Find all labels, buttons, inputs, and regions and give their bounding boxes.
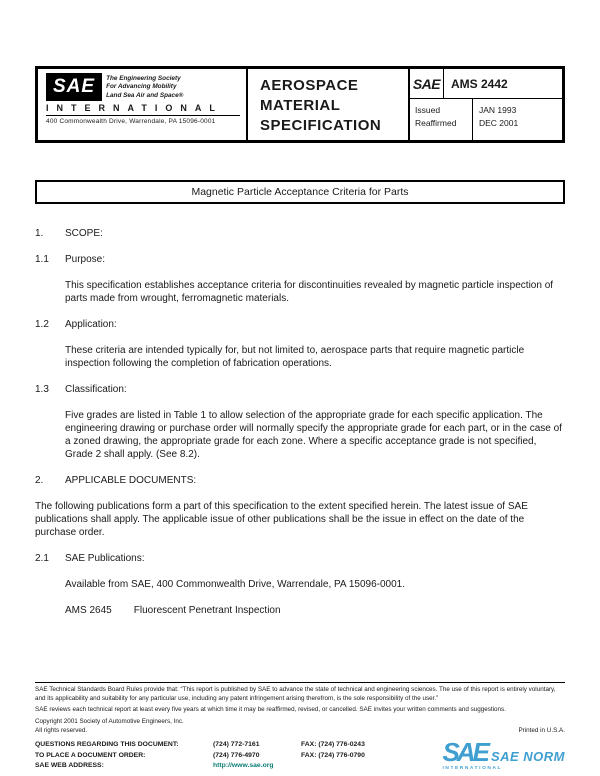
section-label: Application: — [65, 319, 117, 330]
section-number: 1.2 — [35, 319, 49, 330]
section-number: 1.1 — [35, 254, 49, 265]
sae-norm-label: SAE NORM — [490, 749, 565, 764]
document-id-block — [410, 69, 562, 140]
tagline-line: For Advancing Mobility — [106, 83, 177, 91]
sae-logo-row — [46, 73, 240, 101]
contact-label: SAE WEB ADDRESS: — [35, 761, 104, 769]
section-label: APPLICABLE DOCUMENTS: — [65, 475, 197, 486]
contact-phone: (724) 776-4970 — [213, 751, 260, 759]
rights-row — [35, 727, 565, 735]
legal-notice: SAE Technical Standards Board Rules provide that: “This report is published by SAE to advance the state of technical and engineering sciences. The use of this report is entirely voluntary, and its applicability and suitability for any particular use, including any patent infringement arising therefrom, is the sole responsibility of the user.” — [35, 686, 556, 702]
date-labels — [410, 99, 472, 140]
doc-type-line: AEROSPACE — [260, 77, 359, 94]
rights-line: All rights reserved. — [35, 727, 88, 735]
contact-label: QUESTIONS REGARDING THIS DOCUMENT: — [35, 741, 179, 749]
masthead-divider — [46, 115, 240, 116]
review-notice: SAE reviews each technical report at least every five years at which time it may be reaffirmed, revised, or cancelled. SAE invites your written comments and suggestions. — [35, 706, 506, 714]
contact-label: TO PLACE A DOCUMENT ORDER: — [35, 751, 146, 759]
section-label: Classification: — [65, 384, 127, 395]
footer-divider — [35, 682, 565, 683]
tagline-line: Land Sea Air and Space® — [106, 91, 184, 99]
sae-norm-logo — [442, 739, 565, 771]
sae-tagline — [106, 73, 183, 100]
reaffirmed-label: Reaffirmed — [415, 118, 457, 128]
international-label: INTERNATIONAL — [46, 103, 223, 113]
sae-norm-subtext: INTERNATIONAL — [442, 766, 503, 771]
section-number: 2. — [35, 475, 44, 486]
section-heading — [35, 318, 565, 331]
reference-code: AMS 2645 — [65, 605, 112, 616]
document-body — [35, 227, 565, 617]
sae-logo: SAE — [46, 73, 102, 101]
reference-title: Fluorescent Penetrant Inspection — [133, 605, 281, 616]
paragraph: Available from SAE, 400 Commonwealth Drive, Warrendale, PA 15096-0001. — [65, 579, 405, 590]
issued-label: Issued — [415, 105, 441, 115]
section-heading — [35, 253, 565, 266]
section-number: 2.1 — [35, 553, 49, 564]
reference-row — [65, 604, 565, 617]
paragraph: These criteria are intended typically for, but not limited to, aerospace parts that require magnetic particle inspection following the completion of fabrication operations. — [65, 345, 525, 369]
date-values — [472, 99, 562, 140]
paragraph: Five grades are listed in Table 1 to allow selection of the appropriate grade for each specific application. The engineering drawing or purchase order will normally specify the appropriate grade for each part, or in the case of a zoned drawing, the appropriate grade for each zone. Where a specific acceptance grade is not specified, Grade 2 shall apply. (See 8.2). — [65, 410, 562, 460]
sae-web-address: http://www.sae.org — [213, 761, 274, 769]
section-heading — [35, 552, 565, 565]
contact-fax: FAX: (724) 776-0243 — [301, 741, 365, 749]
document-content — [35, 66, 565, 630]
sae-address: 400 Commonwealth Drive, Warrendale, PA 15096-0001 — [46, 118, 216, 125]
sae-norm-logo-main — [442, 739, 565, 765]
section-heading — [35, 474, 565, 487]
document-number-row — [410, 69, 562, 99]
section-heading — [35, 227, 565, 240]
document-number: AMS 2442 — [451, 76, 508, 91]
doc-type-line: SPECIFICATION — [260, 117, 382, 134]
section-label: SCOPE: — [65, 228, 103, 239]
section-label: Purpose: — [65, 254, 106, 265]
document-type-title — [248, 69, 410, 140]
paragraph: This specification establishes acceptance criteria for discontinuities revealed by magnetic particle inspection of parts made from wrought, ferromagnetic materials. — [65, 280, 554, 304]
sae-masthead — [38, 69, 248, 140]
section-number: 1.3 — [35, 384, 49, 395]
paragraph: The following publications form a part of this specification to the extent specified herein. The latest issue of SAE publications shall apply. The applicable issue of other publications shall be the issue in effect on the date of the purchase order. — [35, 501, 528, 538]
document-title: Magnetic Particle Acceptance Criteria for Parts — [35, 180, 565, 204]
doc-type-line: MATERIAL — [260, 97, 341, 114]
document-header — [35, 66, 565, 143]
contact-phone: (724) 772-7161 — [213, 741, 260, 749]
sae-norm-glyph-icon: SAE — [442, 737, 487, 767]
sae-glyph-icon: SAE — [410, 69, 444, 98]
page-footer — [35, 682, 565, 771]
contact-fax: FAX: (724) 776-0790 — [301, 751, 365, 759]
reaffirmed-date: DEC 2001 — [479, 118, 519, 128]
section-heading — [35, 383, 565, 396]
issued-date: JAN 1993 — [479, 105, 517, 115]
tagline-line: The Engineering Society — [106, 75, 181, 82]
section-label: SAE Publications: — [65, 553, 145, 564]
section-number: 1. — [35, 228, 44, 239]
printed-line: Printed in U.S.A. — [518, 727, 565, 735]
copyright-line: Copyright 2001 Society of Automotive Engineers, Inc. — [35, 717, 184, 725]
date-block — [410, 99, 562, 140]
